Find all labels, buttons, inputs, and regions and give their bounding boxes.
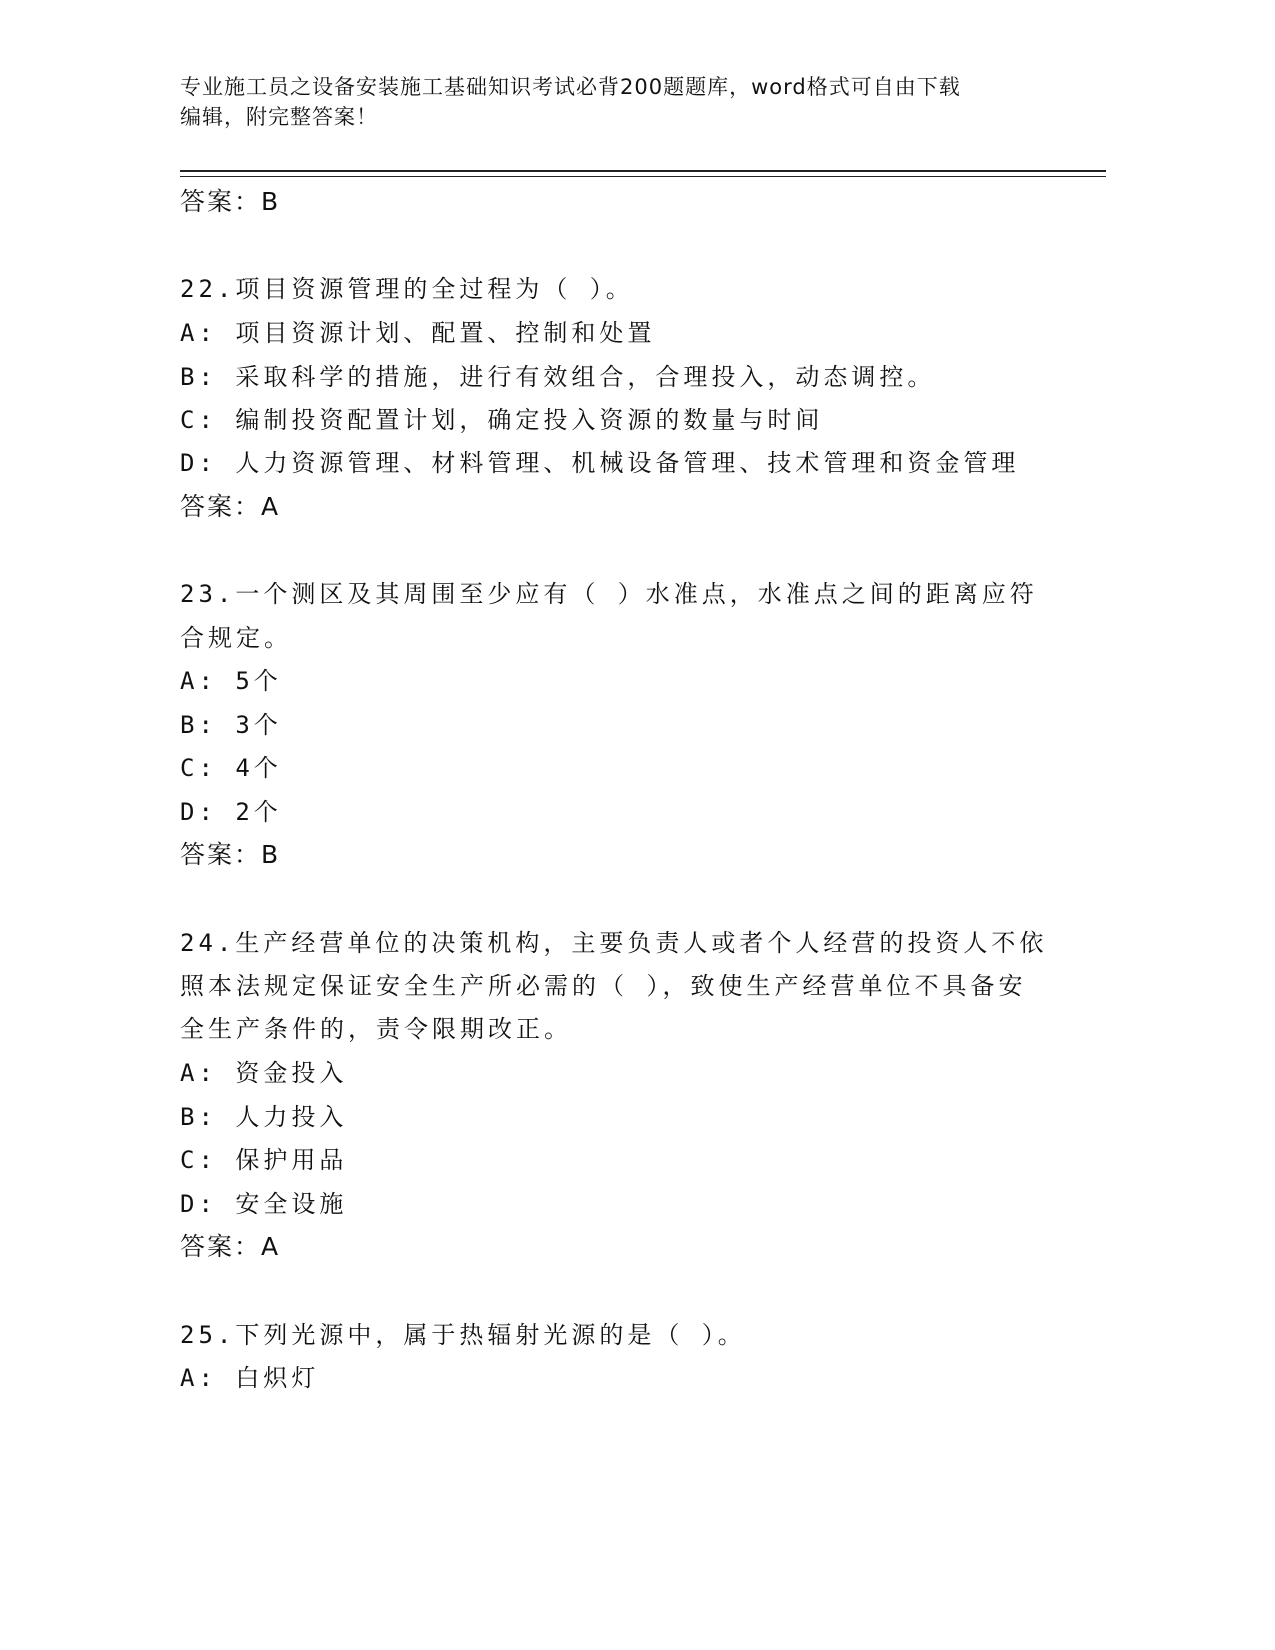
option-a: A: 5个 [180,667,282,695]
header-line-2: 编辑，附完整答案！ [180,105,378,129]
option-c: C: 4个 [180,754,282,782]
option-d: D: 2个 [180,798,282,826]
option-a: A: 项目资源计划、配置、控制和处置 [180,319,656,347]
header-divider-thin [180,176,1106,177]
option-a: A: 白炽灯 [180,1364,320,1392]
option-b: B: 3个 [180,711,282,739]
option-b: B: 采取科学的措施，进行有效组合，合理投入，动态调控。 [180,363,936,391]
answer-label: 答案：A [180,1232,281,1261]
question-stem: 22.项目资源管理的全过程为（ ）。 [180,275,634,303]
question-stem: 24.生产经营单位的决策机构，主要负责人或者个人经营的投资人不依 [180,929,1048,957]
option-c: C: 保护用品 [180,1146,348,1174]
header-divider [180,170,1106,172]
option-b: B: 人力投入 [180,1103,348,1131]
question-stem: 25.下列光源中，属于热辐射光源的是（ ）。 [180,1321,746,1349]
option-d: D: 人力资源管理、材料管理、机械设备管理、技术管理和资金管理 [180,449,1020,477]
question-stem: 23.一个测区及其周围至少应有（ ）水准点，水准点之间的距离应符 [180,580,1038,608]
option-a: A: 资金投入 [180,1059,348,1087]
option-c: C: 编制投资配置计划，确定投入资源的数量与时间 [180,406,824,434]
option-d: D: 安全设施 [180,1190,348,1218]
answer-label: 答案：A [180,492,281,521]
question-stem-continued: 合规定。 [180,624,292,652]
question-stem-continued: 照本法规定保证安全生产所必需的（ ），致使生产经营单位不具备安 [180,972,1027,1000]
header-line-1: 专业施工员之设备安装施工基础知识考试必背200题题库，word格式可自由下载 [180,75,961,99]
document-header [180,72,1060,132]
question-stem-continued: 全生产条件的，责令限期改正。 [180,1015,572,1043]
answer-label: 答案：B [180,840,281,869]
answer-label: 答案：B [180,187,281,216]
